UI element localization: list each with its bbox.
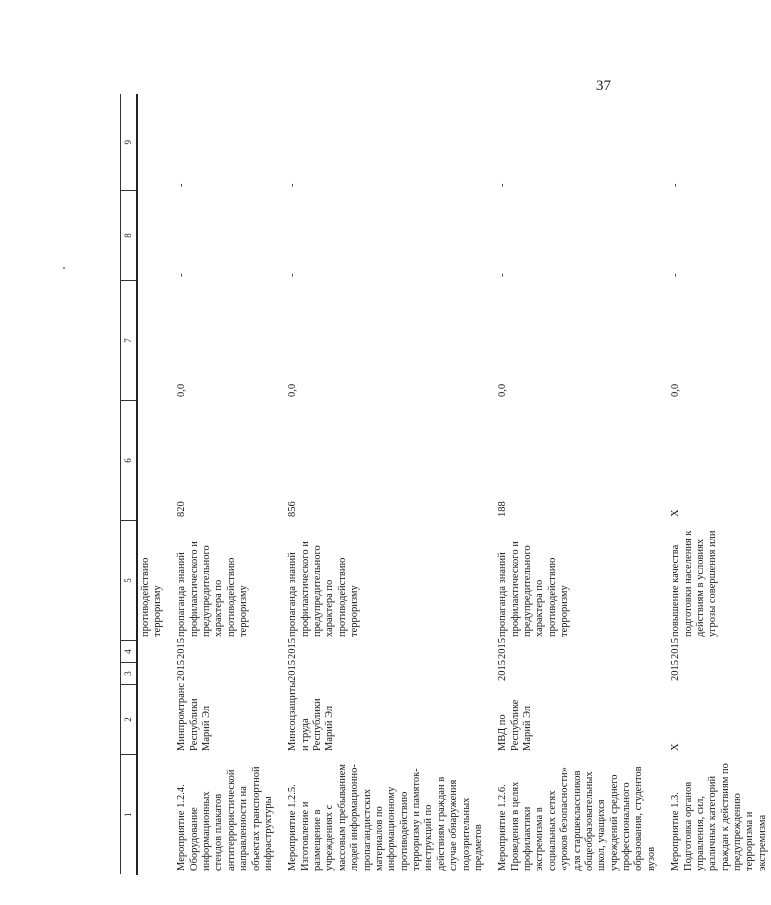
executor-cell: X <box>670 743 682 751</box>
column-header: 3 <box>121 663 137 685</box>
executor-cell: МВД по Республике Марий Эл <box>497 699 534 751</box>
end-year-cell: 2015 <box>497 638 509 659</box>
column-header: 8 <box>121 191 137 281</box>
end-year-cell: 2015 <box>287 638 299 659</box>
executor-cell: Минсоцзащиты и труда Республики Марий Эл <box>287 680 336 751</box>
executor-cell: Минпромтранс Республики Марий Эл <box>176 682 213 751</box>
column-header: 5 <box>121 521 137 641</box>
value-cell: - <box>176 273 188 277</box>
indicator-cell: 188 <box>497 501 509 517</box>
start-year-cell: 2015 <box>287 660 299 681</box>
column-header: 1 <box>121 755 137 875</box>
column-header: 6 <box>121 401 137 521</box>
result-cell: пропаганда знаний профилактического и предупредительного характера по противодействию терроризму <box>497 541 571 637</box>
value-cell: - <box>287 273 299 277</box>
start-year-cell: 2015 <box>670 660 682 681</box>
end-year-cell: 2015 <box>670 638 682 659</box>
indicator-cell: 820 <box>176 501 188 517</box>
start-year-cell: 2015 <box>497 660 509 681</box>
value-cell: 0,0 <box>176 383 188 397</box>
column-header: 7 <box>121 281 137 401</box>
table-row <box>174 95 277 875</box>
value-cell: 0,0 <box>287 383 299 397</box>
measure-cell: Мероприятие 1.3. Подготовка органов управления, сил, различных категорий граждан к действиям по предупреждению терроризма и экстремизма <box>670 763 768 871</box>
value-cell: - <box>670 183 682 187</box>
column-header: 4 <box>121 641 137 663</box>
page-number: 37 <box>596 78 611 94</box>
column-header: 2 <box>121 685 137 755</box>
end-year-cell: 2015 <box>176 638 188 659</box>
rotated-table <box>120 95 768 875</box>
continuation-row <box>137 95 167 875</box>
result-cell: противодействию терроризму <box>139 557 163 637</box>
value-cell: - <box>670 273 682 277</box>
value-cell: - <box>497 183 509 187</box>
indicator-cell: X <box>670 509 682 517</box>
result-cell: повышение качества подготовки населения к действиям в условиях угрозы совершения или <box>670 530 719 637</box>
table-row <box>285 95 487 875</box>
table-row <box>668 95 771 875</box>
measures-table <box>120 95 771 876</box>
value-cell: - <box>497 273 509 277</box>
table-row <box>495 95 660 875</box>
column-header-row <box>121 95 137 875</box>
start-year-cell: 2015 <box>176 660 188 681</box>
result-cell: пропаганда знаний профилактического и предупредительного характера по противодействию терроризму <box>287 541 361 637</box>
value-cell: - <box>176 183 188 187</box>
value-cell: 0,0 <box>670 383 682 397</box>
column-header: 9 <box>121 95 137 191</box>
value-cell: 0,0 <box>497 383 509 397</box>
scan-speck <box>63 267 65 269</box>
measure-cell: Мероприятие 1.2.6. Проведения в целях профилактики экстремизма в социальных сетях «уроков безопасности» для старшеклассников общеобразовательных школ, учащихся учреждений среднего профессионального образования, студентов вузов <box>497 766 657 871</box>
measure-cell: Мероприятие 1.2.5. Изготовление и размещение в учреждениях с массовым пребыванием людей информационно-пропагандистских материалов по информационному противодействию терроризму и памяток-инструкций по действиям граждан в случае обнаружения подозрительных предметов <box>287 763 484 871</box>
indicator-cell: 856 <box>287 501 299 517</box>
measure-cell: Мероприятие 1.2.4. Оборудование информационных стендов плакатов антитеррористической направленности на объектах транспортной инфраструктуры <box>176 766 274 871</box>
value-cell: - <box>287 183 299 187</box>
result-cell: пропаганда знаний профилактического и предупредительного характера по противодействию терроризму <box>176 541 250 637</box>
